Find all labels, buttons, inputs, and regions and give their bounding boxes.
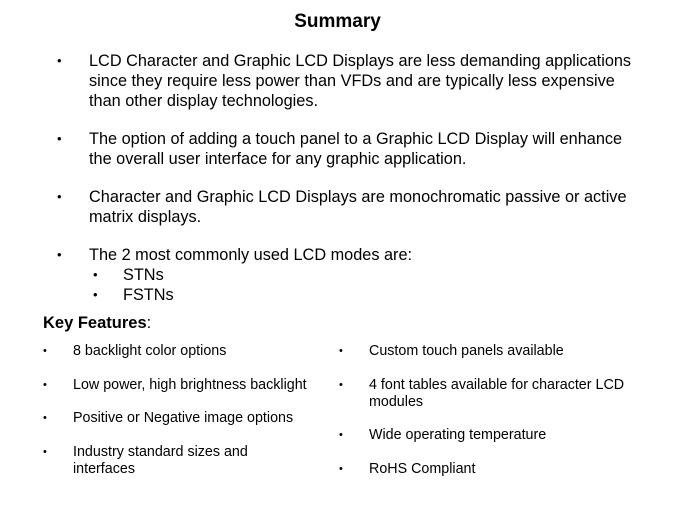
feature-text: Industry standard sizes and interfaces [73, 444, 248, 477]
summary-item [57, 245, 632, 305]
summary-text: LCD Character and Graphic LCD Displays are less demanding applications since they require less power than VFDs and are typically less expensive than other display technologies. [89, 52, 632, 110]
bullet-icon: • [339, 379, 343, 391]
bullet-icon: • [339, 429, 343, 441]
bullet-icon: • [43, 446, 47, 458]
bullet-icon: • [43, 412, 47, 424]
key-features-heading [43, 314, 151, 333]
mode-text: FSTNs [123, 286, 174, 304]
bullet-icon: • [339, 463, 343, 475]
summary-text: The 2 most commonly used LCD modes are: [89, 246, 413, 264]
feature-text: 4 font tables available for character LCD modules [369, 377, 625, 410]
bullet-icon: • [43, 379, 47, 391]
bullet-icon: • [93, 267, 98, 282]
page-title: Summary [294, 11, 381, 32]
summary-item [57, 51, 632, 111]
key-features-left-column [43, 343, 343, 478]
bullet-icon: • [339, 345, 343, 357]
bullet-icon: • [43, 345, 47, 357]
modes-list [89, 265, 632, 305]
bullet-icon: • [57, 189, 62, 204]
feature-item [339, 343, 639, 360]
feature-item [339, 377, 659, 411]
feature-text: Wide operating temperature [369, 427, 547, 443]
bullet-icon: • [93, 287, 98, 302]
summary-text: Character and Graphic LCD Displays are monochromatic passive or active matrix displays. [89, 188, 627, 226]
summary-item [57, 187, 632, 227]
bullet-icon: • [57, 131, 62, 146]
feature-text: Custom touch panels available [369, 343, 564, 359]
mode-item [89, 285, 632, 305]
feature-text: Positive or Negative image options [73, 410, 294, 426]
summary-item [57, 129, 632, 169]
bullet-icon: • [57, 247, 62, 262]
feature-text: RoHS Compliant [369, 461, 476, 477]
bullet-icon: • [57, 53, 62, 68]
feature-text: Low power, high brightness backlight [73, 377, 307, 393]
feature-item [339, 427, 639, 444]
key-features-right-column [339, 343, 639, 478]
key-features-colon: : [146, 314, 152, 332]
feature-item [43, 410, 343, 427]
summary-text: The option of adding a touch panel to a Graphic LCD Display will enhance the overall user interface for any graphic application. [89, 130, 623, 168]
feature-item [43, 377, 343, 394]
feature-text: 8 backlight color options [73, 343, 227, 359]
feature-item [43, 444, 288, 478]
feature-item [43, 343, 343, 360]
mode-text: STNs [123, 266, 164, 284]
key-features-title: Key Features [43, 314, 147, 332]
feature-item [339, 461, 639, 478]
summary-list [57, 51, 632, 305]
mode-item [89, 265, 632, 285]
